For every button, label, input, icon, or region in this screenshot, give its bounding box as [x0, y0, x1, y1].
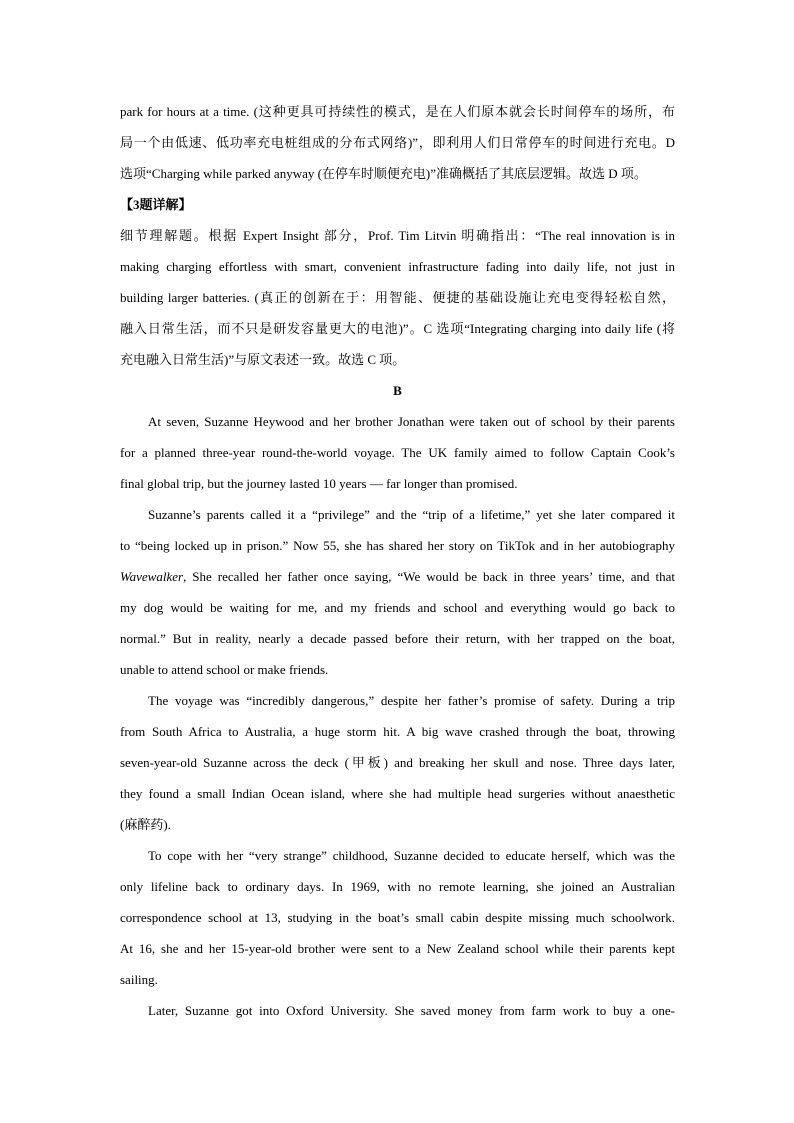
paragraph-line: Later, Suzanne got into Oxford University. She saved money from farm work to buy a one- [148, 1003, 675, 1018]
paragraph-line: to “being locked up in prison.” Now 55, she has shared her story on TikTok and in her autobiography [120, 538, 675, 553]
paragraph-line [120, 561, 675, 592]
book-title: Wavewalker [120, 569, 184, 584]
paragraph-line: they found a small Indian Ocean island, where she had multiple head surgeries without anaesthetic [120, 786, 675, 801]
text-line: park for hours at a time. (这种更具可持续性的模式，是在人们原本就会长时间停车的场所，布 [120, 104, 675, 119]
paragraph-line: my dog would be waiting for me, and my friends and school and everything would go back to [120, 600, 675, 615]
text-line: 充电融入日常生活)”与原文表述一致。故选 C 项。 [120, 352, 406, 367]
paragraph-line: To cope with her “very strange” childhood, Suzanne decided to educate herself, which was the [148, 848, 675, 863]
paragraph-line: Suzanne’s parents called it a “privilege” and the “trip of a lifetime,” yet she later compared it [148, 507, 675, 522]
paragraph-line: correspondence school at 13, studying in the boat’s small cabin despite missing much schoolwork. [120, 910, 675, 925]
paragraph-line: only lifeline back to ordinary days. In 1969, with no remote learning, she joined an Australian [120, 879, 675, 894]
text-line: making charging effortless with smart, convenient infrastructure fading into daily life, not just in [120, 259, 675, 274]
paragraph-line: The voyage was “incredibly dangerous,” despite her father’s promise of safety. During a trip [148, 693, 675, 708]
text-line: building larger batteries. (真正的创新在于：用智能、便捷的基础设施让充电变得轻松自然， [120, 290, 675, 305]
question-heading: 【3题详解】 [120, 197, 192, 212]
text-line: 细节理解题。根据 Expert Insight 部分，Prof. Tim Litvin 明确指出：“The real innovation is in [120, 228, 675, 243]
paragraph-line: At seven, Suzanne Heywood and her brother Jonathan were taken out of school by their parents [148, 414, 675, 429]
paragraph-text: , She recalled her father once saying, “We would be back in three years’ time, and that [183, 569, 675, 584]
text-line: 融入日常生活，而不只是研发容量更大的电池)”。C 选项“Integrating charging into daily life (将 [120, 321, 675, 336]
paragraph-line: normal.” But in reality, nearly a decade passed before their return, with her trapped on the boat, [120, 631, 675, 646]
paragraph-line: for a planned three-year round-the-world voyage. The UK family aimed to follow Captain Cook’s [120, 445, 675, 460]
paragraph-line: unable to attend school or make friends. [120, 662, 329, 677]
paragraph-line: sailing. [120, 972, 158, 987]
paragraph-line: seven-year-old Suzanne across the deck (甲板) and breaking her skull and nose. Three days later, [120, 755, 675, 770]
paragraph-line: from South Africa to Australia, a huge storm hit. A big wave crashed through the boat, throwing [120, 724, 675, 739]
document-page [120, 96, 675, 1026]
text-line: 局一个由低速、低功率充电桩组成的分布式网络)”，即利用人们日常停车的时间进行充电。D [120, 135, 675, 150]
paragraph-line: final global trip, but the journey lasted 10 years — far longer than promised. [120, 476, 518, 491]
section-title: B [393, 383, 402, 398]
paragraph-line: (麻醉药). [120, 817, 171, 832]
text-line: 选项“Charging while parked anyway (在停车时顺便充电)”准确概括了其底层逻辑。故选 D 项。 [120, 166, 647, 181]
paragraph-line: At 16, she and her 15-year-old brother were sent to a New Zealand school while their parents kept [120, 941, 675, 956]
